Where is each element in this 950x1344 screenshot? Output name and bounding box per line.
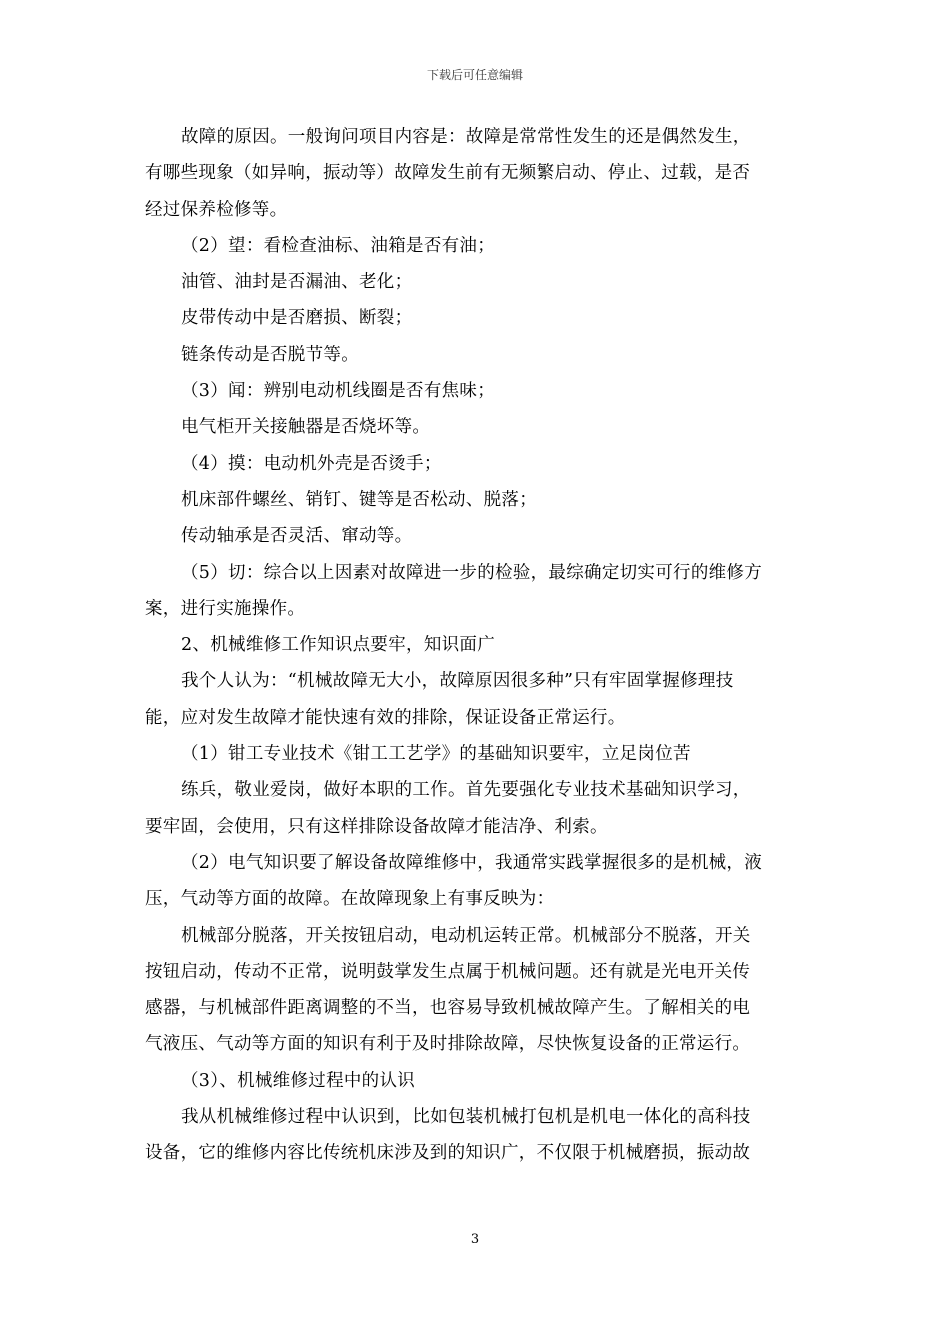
text-line: 能，应对发生故障才能快速有效的排除，保证设备正常运行。 (145, 707, 626, 728)
page-header: 下载后可任意编辑 (426, 68, 523, 82)
text-line: 机械部分脱落，开关按钮启动，电动机运转正常。机械部分不脱落，开关 (181, 925, 751, 946)
text-line: 设备，它的维修内容比传统机床涉及到的知识广，不仅限于机械磨损，振动故 (145, 1143, 751, 1164)
text-line: 故障的原因。一般询问项目内容是：故障是常常性发生的还是偶然发生， (181, 127, 751, 147)
text-line: 链条传动是否脱节等。 (181, 344, 359, 365)
text-line: 2、机械维修工作知识点要牢，知识面广 (181, 635, 496, 656)
text-line: 我从机械维修过程中认识到，比如包装机械打包机是机电一体化的高科技 (181, 1107, 751, 1128)
text-line: 机床部件螺丝、销钉、键等是否松动、脱落； (181, 489, 537, 510)
text-line: （2）望：看检查油标、油箱是否有油； (181, 235, 496, 256)
text-line: 案，进行实施操作。 (145, 598, 306, 619)
text-line: （5）切：综合以上因素对故障进一步的检验，最综确定切实可行的维修方 (181, 562, 763, 583)
text-line: 皮带传动中是否磨损、断裂； (181, 308, 413, 329)
text-line: 电气柜开关接触器是否烧坏等。 (181, 417, 431, 438)
text-line: 练兵，敬业爱岗，做好本职的工作。首先要强化专业技术基础知识学习， (181, 780, 751, 801)
text-line: 经过保养检修等。 (145, 199, 288, 220)
text-line: 传动轴承是否灵活、窜动等。 (181, 526, 413, 547)
text-line: （2）电气知识要了解设备故障维修中，我通常实践掌握很多的是机械，液 (181, 852, 763, 873)
text-line: （1）钳工专业技术《钳工工艺学》的基础知识要牢，立足岗位苦 (181, 744, 691, 765)
text-line: （3）、机械维修过程中的认识 (181, 1070, 416, 1091)
text-line: 我个人认为：“机械故障无大小，故障原因很多种”只有牢固掌握修理技 (181, 671, 734, 692)
text-line: （3）闻：辨别电动机线圈是否有焦味； (181, 381, 496, 402)
text-line: 有哪些现象（如异响，振动等）故障发生前有无频繁启动、停止、过载，是否 (145, 163, 751, 184)
text-line: 油管、油封是否漏油、老化； (181, 272, 413, 293)
text-line: 要牢固，会使用，只有这样排除设备故障才能洁净、利索。 (145, 816, 608, 837)
text-line: 气液压、气动等方面的知识有利于及时排除故障，尽快恢复设备的正常运行。 (145, 1034, 751, 1055)
text-line: 感器，与机械部件距离调整的不当，也容易导致机械故障产生。了解相关的电 (145, 998, 751, 1019)
page-number: 3 (470, 1232, 480, 1247)
document-body (145, 119, 810, 1172)
text-line: 压，气动等方面的故障。在故障现象上有事反映为： (145, 889, 555, 910)
text-line: 按钮启动，传动不正常，说明鼓掌发生点属于机械问题。还有就是光电开关传 (145, 961, 751, 982)
text-line: （4）摸：电动机外壳是否烫手； (181, 453, 442, 474)
